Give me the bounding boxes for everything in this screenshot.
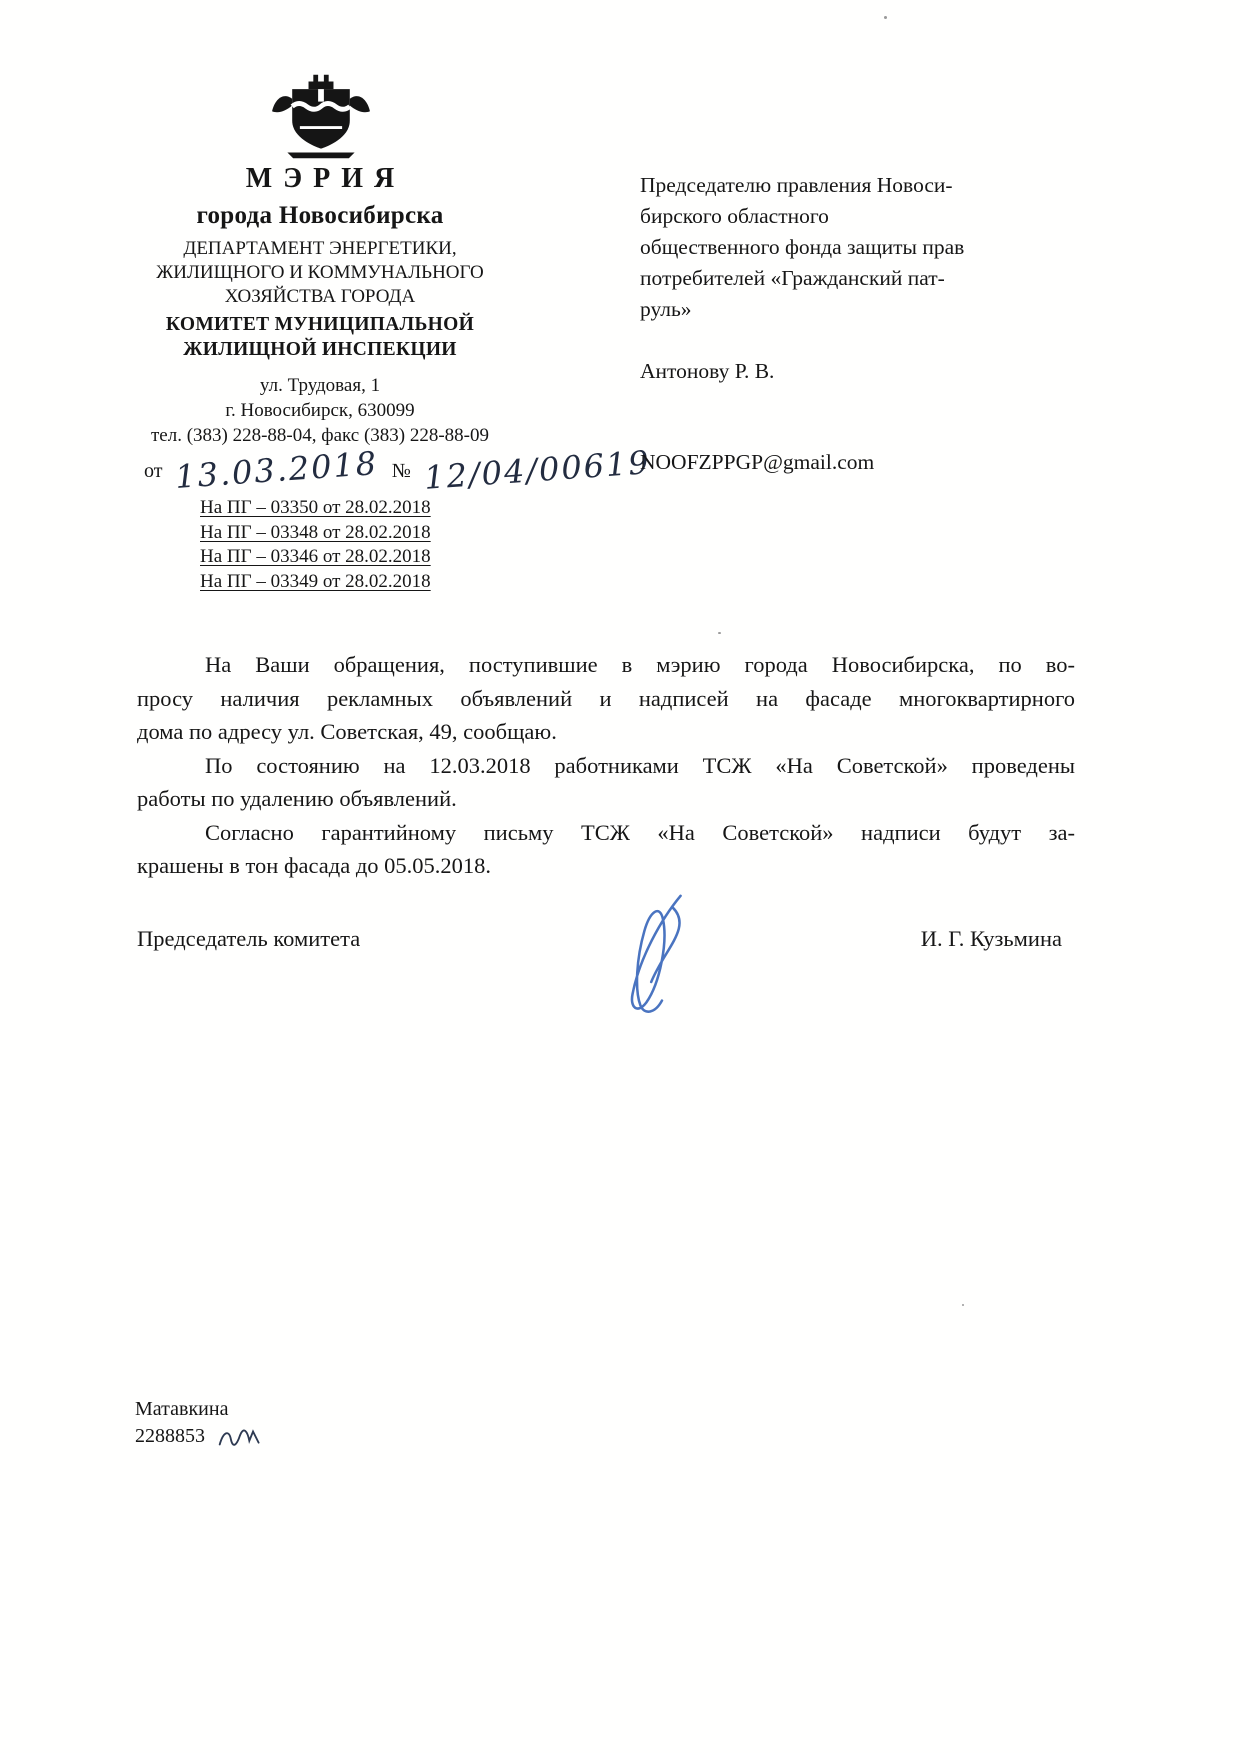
street-line: ул. Трудовая, 1 — [259, 375, 381, 396]
addressee-line: общественного фонда защиты прав — [640, 235, 965, 259]
handwritten-signature — [602, 886, 720, 1033]
novosibirsk-city-emblem-icon — [268, 68, 374, 164]
org-subname: города Новосибирска — [196, 202, 444, 229]
number-handwritten: 12/04/00619 — [422, 443, 652, 497]
addressee-line: потребителей «Гражданский пат- — [640, 266, 945, 290]
body-line: дома по адресу ул. Советская, 49, сообщаю. — [137, 719, 557, 744]
letter-body — [137, 648, 1075, 883]
executor-initials-handwriting — [211, 1435, 266, 1457]
scan-speck — [884, 16, 887, 19]
date-handwritten: 13.03.2018 — [174, 443, 380, 497]
addressee-line: бирского областного — [640, 204, 829, 228]
reference-list — [108, 496, 532, 594]
reference-line: На ПГ – 03350 от 28.02.2018 — [200, 497, 431, 518]
committee-line: ЖИЛИЩНОЙ ИНСПЕКЦИИ — [183, 339, 457, 360]
city-line: г. Новосибирск, 630099 — [225, 400, 415, 421]
body-line: По состоянию на 12.03.2018 работниками ТСЖ «На Советской» проведены — [205, 752, 1075, 778]
executor-name: Матавкина — [135, 1398, 229, 1420]
body-line: крашены в тон фасада до 05.05.2018. — [137, 853, 492, 878]
scan-speck — [718, 632, 721, 634]
org-name: МЭРИЯ — [245, 163, 406, 194]
number-label: № — [391, 460, 411, 482]
addressee-line: руль» — [640, 297, 692, 321]
body-line: работы по удалению объявлений. — [137, 786, 457, 811]
reference-line: На ПГ – 03346 от 28.02.2018 — [200, 546, 431, 567]
addressee-line: Председателю правления Новоси- — [640, 173, 953, 197]
reference-line: На ПГ – 03348 от 28.02.2018 — [200, 521, 431, 543]
addressee-block — [640, 170, 1100, 478]
addressee-name: Антонову Р. В. — [640, 359, 775, 383]
scan-speck — [962, 1304, 964, 1306]
org-address — [108, 373, 532, 448]
addressee-email: NOOFZPPGP@gmail.com — [640, 450, 875, 474]
reference-line: На ПГ – 03349 от 28.02.2018 — [200, 570, 431, 592]
body-line: На Ваши обращения, поступившие в мэрию города Новосибирска, по во- — [205, 652, 1075, 677]
department-line: ХОЗЯЙСТВА ГОРОДА — [224, 286, 416, 307]
department-name — [108, 237, 532, 309]
department-line: ЖИЛИЩНОГО И КОММУНАЛЬНОГО — [156, 262, 484, 283]
committee-name — [108, 312, 532, 362]
committee-line: КОМИТЕТ МУНИЦИПАЛЬНОЙ — [165, 314, 475, 335]
executor-phone: 2288853 — [135, 1425, 205, 1447]
body-line: просу наличия рекламных объявлений и надписей на фасаде многоквартирного — [137, 685, 1075, 711]
signer-name: И. Г. Кузьмина — [920, 926, 1062, 951]
date-number-row — [108, 443, 652, 497]
body-line: Согласно гарантийному письму ТСЖ «На Советской» надписи будут за- — [205, 819, 1075, 845]
executor-block — [135, 1396, 266, 1460]
phone-line: тел. (383) 228-88-04, факс (383) 228-88-09 — [150, 425, 490, 446]
letterhead — [108, 163, 652, 594]
department-line: ДЕПАРТАМЕНТ ЭНЕРГЕТИКИ, — [183, 238, 457, 259]
date-label: от — [144, 460, 163, 482]
signature-row — [137, 926, 1062, 952]
signer-position: Председатель комитета — [137, 926, 361, 951]
